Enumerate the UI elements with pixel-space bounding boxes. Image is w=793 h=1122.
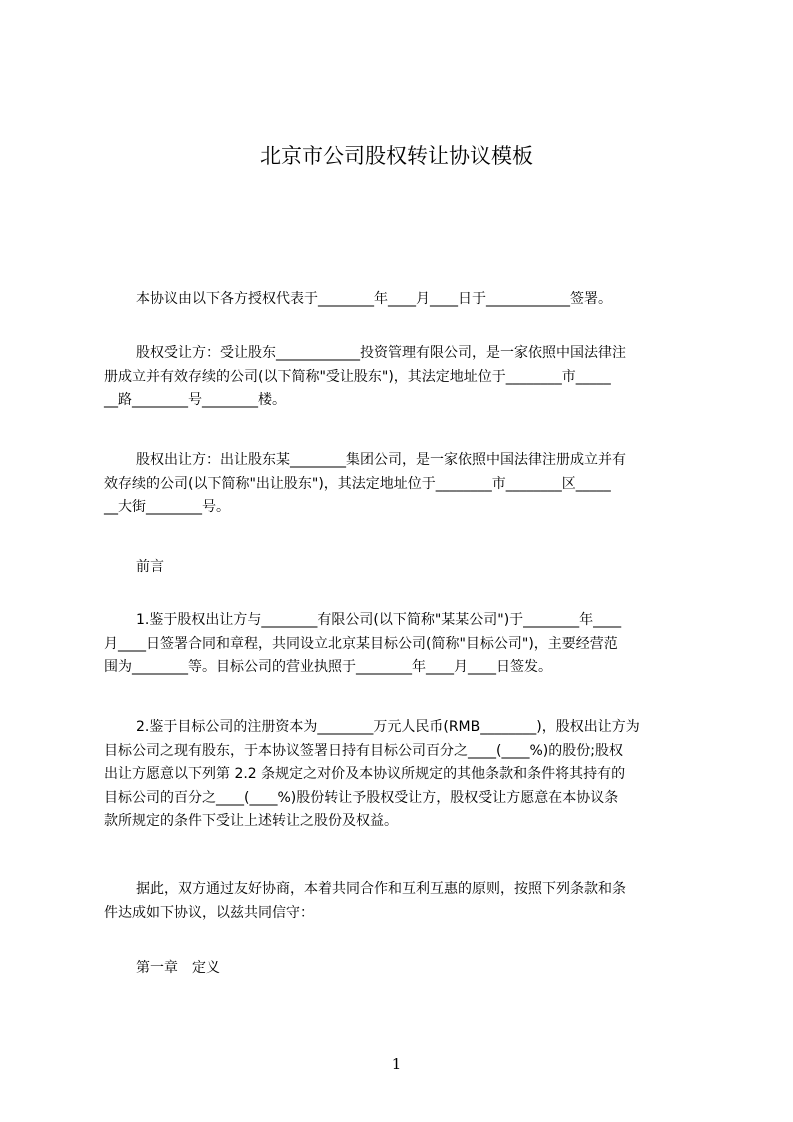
transferee-clause	[104, 342, 704, 413]
paragraph-line: 月____日签署合同和章程，共同设立北京某目标公司(简称"目标公司")，主要经营范	[104, 635, 618, 652]
paragraph-line: __大街________号。	[104, 499, 230, 515]
paragraph-line: 股权出让方：出让股东某________集团公司，是一家依照中国法律注册成立并有	[136, 452, 626, 468]
transferor-clause	[104, 449, 704, 520]
signing-clause	[104, 288, 704, 312]
chapter-heading: 第一章 定义	[136, 960, 220, 976]
agreement-statement	[104, 878, 704, 925]
page-number: 1	[391, 1055, 402, 1073]
paragraph-line: 目标公司的百分之____(____%)股份转让予股权受让方，股权受让方愿意在本协议条	[104, 789, 619, 806]
paragraph-line: 据此，双方通过友好协商，本着共同合作和互利互惠的原则，按照下列条款和条	[136, 881, 626, 897]
section-heading: 前言	[136, 559, 164, 575]
paragraph-line: 出让方愿意以下列第 2.2 条规定之对价及本协议所规定的其他条款和条件将其持有的	[104, 766, 626, 782]
paragraph-line: __路________号________楼。	[104, 392, 286, 408]
paragraph-line: 册成立并有效存续的公司(以下简称"受让股东")，其法定地址位于________市_____	[104, 368, 611, 385]
paragraph-line: 件达成如下协议，以兹共同信守：	[104, 904, 314, 921]
recital-2	[104, 716, 704, 834]
paragraph-line: 1.鉴于股权出让方与________有限公司(以下简称"某某公司")于________年____	[136, 612, 622, 628]
paragraph-line: 款所规定的条件下受让上述转让之股份及权益。	[104, 813, 398, 829]
paragraph-line: 2.鉴于目标公司的注册资本为________万元人民币(RMB________)，股权出让方为	[136, 719, 640, 735]
paragraph-line: 围为________等。目标公司的营业执照于________年____月____日签发。	[104, 659, 552, 675]
document-title: 北京市公司股权转让协议模板	[260, 144, 533, 168]
paragraph-line: 效存续的公司(以下简称"出让股东")，其法定地址位于________市________区_____	[104, 475, 611, 492]
paragraph-line: 股权受让方：受让股东____________投资管理有限公司，是一家依照中国法律注	[136, 345, 626, 361]
chapter-1-heading	[104, 957, 704, 981]
recital-1	[104, 609, 704, 680]
preamble-heading	[104, 556, 704, 580]
paragraph-line: 本协议由以下各方授权代表于________年____月____日于____________签署。	[136, 291, 612, 307]
paragraph-line: 目标公司之现有股东，于本协议签署日持有目标公司百分之____(____%)的股份;股权	[104, 742, 623, 759]
